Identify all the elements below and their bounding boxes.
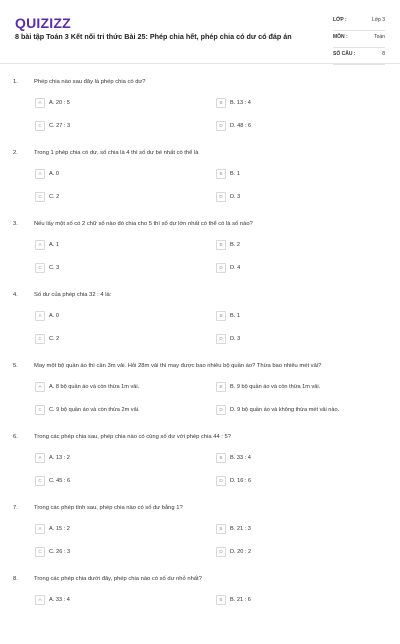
answer-option[interactable] [216,476,251,486]
question-number: 5. [13,363,18,369]
answer-option[interactable] [216,453,251,463]
question-number: 4. [13,292,18,298]
option-letter-box: D [216,263,226,273]
option-letter-box: B [216,382,226,392]
quizizz-logo: QUIZIZZ [15,15,71,31]
option-letter-box: B [216,311,226,321]
question-item [0,76,400,147]
option-letter-box: B [216,524,226,534]
question-text: Số dư của phép chia 32 : 4 là: [34,292,112,298]
answer-option[interactable] [216,240,240,250]
question-number: 6. [13,434,18,440]
meta-value: Lớp 3 [371,17,385,23]
option-text: D. 20 : 2 [230,549,252,555]
question-text: Nếu lấy một số có 2 chữ số nào đó chia cho 5 thì số dư lớn nhất có thể có là số nào? [34,221,253,227]
answer-option[interactable] [216,524,251,534]
meta-value: 8 [382,51,385,57]
option-text: A. 8 bộ quần áo và còn thừa 1m vải. [49,384,140,390]
question-item [0,573,400,644]
answer-option[interactable] [35,453,70,463]
option-letter-box: C [35,405,45,415]
meta-label: MÔN : [333,34,348,40]
answer-option[interactable] [216,547,251,557]
option-text: A. 20 : 5 [49,100,70,106]
answer-option[interactable] [35,405,140,415]
question-item [0,289,400,360]
option-text: C. 26 : 3 [49,549,71,555]
question-list [0,76,400,644]
question-text: May một bộ quần áo thì cần 3m vải. Hỏi 28m vải thì may được bao nhiêu bộ quần áo? Thừa bao nhiêu mét vải? [34,363,322,369]
option-text: B. 2 [230,242,240,248]
option-text: C. 3 [49,265,60,271]
question-text: Trong các phép chia sau, phép chia nào có cùng số dư với phép chia 44 : 5? [34,434,231,440]
option-letter-box: C [35,334,45,344]
option-text: C. 27 : 3 [49,123,71,129]
meta-label: SỐ CÂU : [333,51,356,57]
answer-option[interactable] [35,311,59,321]
question-text: Trong các phép tính sau, phép chia nào có số dư bằng 1? [34,505,183,511]
question-item [0,147,400,218]
answer-option[interactable] [35,98,70,108]
option-text: D. 4 [230,265,241,271]
question-number: 8. [13,576,18,582]
answer-option[interactable] [216,382,320,392]
option-letter-box: A [35,240,45,250]
option-text: B. 21 : 6 [230,597,251,603]
answer-option[interactable] [35,121,70,131]
option-letter-box: B [216,98,226,108]
option-letter-box: B [216,240,226,250]
answer-option[interactable] [216,263,240,273]
option-letter-box: A [35,98,45,108]
answer-option[interactable] [216,98,251,108]
meta-value: Toán [374,34,385,40]
option-letter-box: C [35,192,45,202]
question-number: 1. [13,79,18,85]
option-letter-box: D [216,192,226,202]
option-text: A. 1 [49,242,59,248]
answer-option[interactable] [216,169,240,179]
option-text: D. 3 [230,194,241,200]
worksheet-meta [333,14,385,65]
meta-row-subject [333,31,385,48]
answer-option[interactable] [35,547,70,557]
answer-option[interactable] [216,334,240,344]
option-letter-box: B [216,453,226,463]
option-letter-box: A [35,382,45,392]
option-text: D. 3 [230,336,241,342]
answer-option[interactable] [35,334,59,344]
option-text: C. 9 bộ quần áo và còn thừa 2m vải. [49,407,140,413]
option-letter-box: C [35,263,45,273]
option-text: A. 13 : 2 [49,455,70,461]
option-text: A. 0 [49,313,59,319]
answer-option[interactable] [35,382,139,392]
option-text: B. 21 : 3 [230,526,251,532]
question-number: 2. [13,150,18,156]
option-letter-box: A [35,453,45,463]
option-text: C. 2 [49,336,60,342]
option-letter-box: C [35,476,45,486]
option-text: D. 16 : 6 [230,478,252,484]
answer-option[interactable] [216,595,251,605]
worksheet-title: 8 bài tập Toán 3 Kết nối tri thức Bài 25: Phép chia hết, phép chia có dư có đáp án [15,32,292,41]
question-number: 3. [13,221,18,227]
answer-option[interactable] [35,263,59,273]
answer-option[interactable] [216,192,240,202]
option-text: A. 0 [49,171,59,177]
answer-option[interactable] [216,121,251,131]
meta-label: LỚP : [333,17,347,23]
question-text: Phép chia nào sau đây là phép chia có dư? [34,79,146,85]
option-text: B. 1 [230,171,240,177]
answer-option[interactable] [35,476,70,486]
answer-option[interactable] [216,311,240,321]
option-letter-box: D [216,547,226,557]
question-text: Trong các phép chia dưới đây, phép chia nào có số dư nhỏ nhất? [34,576,202,582]
worksheet-header [0,0,400,62]
question-item [0,218,400,289]
answer-option[interactable] [35,192,59,202]
option-letter-box: A [35,169,45,179]
option-text: C. 45 : 6 [49,478,71,484]
answer-option[interactable] [216,405,339,415]
option-text: B. 1 [230,313,240,319]
question-item [0,502,400,573]
option-letter-box: B [216,169,226,179]
question-text: Trong 1 phép chia có dư, số chia là 4 thì số dư bé nhất có thể là [34,150,199,156]
option-text: B. 9 bộ quần áo và còn thừa 1m vải. [230,384,321,390]
option-letter-box: A [35,311,45,321]
question-number: 7. [13,505,18,511]
option-text: B. 13 : 4 [230,100,251,106]
option-letter-box: A [35,595,45,605]
option-letter-box: A [35,524,45,534]
option-letter-box: C [35,121,45,131]
option-text: D. 48 : 6 [230,123,252,129]
answer-option[interactable] [35,524,70,534]
option-text: A. 15 : 2 [49,526,70,532]
option-letter-box: C [35,547,45,557]
option-letter-box: D [216,405,226,415]
option-letter-box: D [216,334,226,344]
question-item [0,360,400,431]
option-text: C. 2 [49,194,60,200]
option-text: A. 33 : 4 [49,597,70,603]
answer-option[interactable] [35,595,70,605]
answer-option[interactable] [35,169,59,179]
header-divider [0,63,400,64]
meta-row-class [333,14,385,31]
option-text: D. 9 bộ quần áo và không thừa mét vải nào. [230,407,340,413]
option-letter-box: D [216,121,226,131]
option-letter-box: B [216,595,226,605]
option-letter-box: D [216,476,226,486]
question-item [0,431,400,502]
option-text: B. 33 : 4 [230,455,251,461]
answer-option[interactable] [35,240,59,250]
